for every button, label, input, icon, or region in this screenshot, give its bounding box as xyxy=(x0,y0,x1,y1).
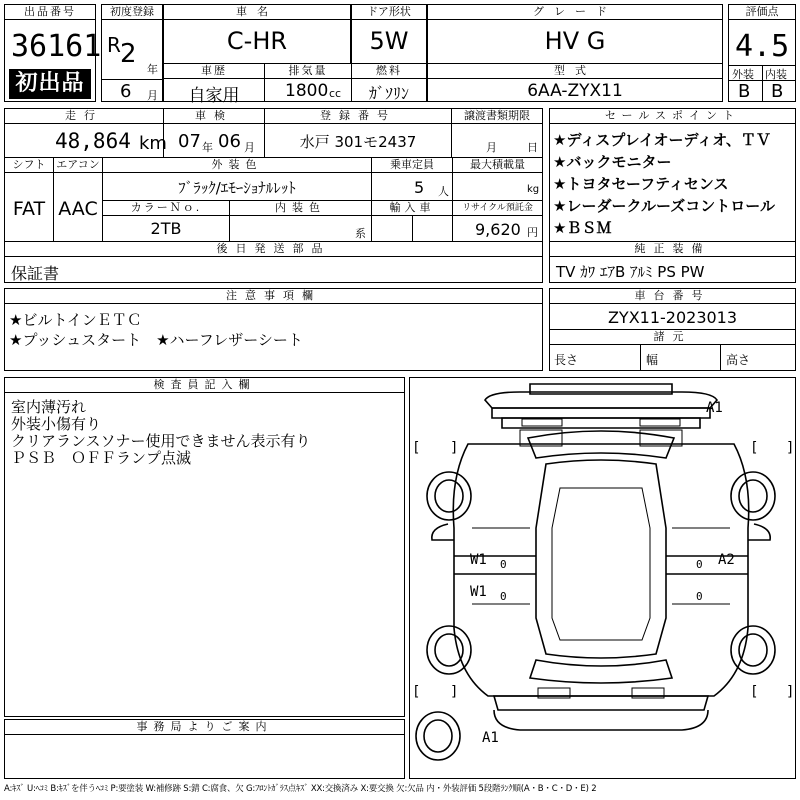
int-grade-value: B xyxy=(771,81,784,102)
reg-number-label: 登録番号 xyxy=(265,109,451,124)
notes-box xyxy=(4,288,543,371)
displacement-label: 排気量 xyxy=(265,64,351,79)
capacity-value: 5 xyxy=(414,178,425,197)
inspection-month-unit: 月 xyxy=(244,141,255,154)
first-reg-year: 2 xyxy=(120,39,137,69)
import-label: 輸入車 xyxy=(372,201,452,216)
office-box xyxy=(4,719,405,779)
damage-mark-left-rear: W1 xyxy=(470,584,487,600)
rating-value: 4.5 xyxy=(735,29,790,64)
displacement-unit: cc xyxy=(329,87,342,100)
notes-line: ★プッシュスタート ★ハーフレザーシート xyxy=(9,331,303,349)
ext-color-value: ﾌﾞﾗｯｸ/ｴﾓｰｼｮﾅﾙﾚｯﾄ xyxy=(178,179,296,197)
first-listing-badge: 初出品 xyxy=(9,69,91,99)
first-reg-month-unit: 月 xyxy=(147,89,158,102)
transfer-month-unit: 月 xyxy=(486,141,497,154)
dimensions-label: 諸元 xyxy=(550,329,795,345)
inspection-label: 車検 xyxy=(164,109,264,124)
grade-box xyxy=(427,4,723,64)
inspector-line: ＰＳＢ ＯＦＦランプ点滅 xyxy=(11,449,192,467)
door-box xyxy=(351,4,427,64)
later-parts-value: 保証書 xyxy=(11,264,60,283)
car-outline-diagram xyxy=(410,378,795,778)
reg-number-value: 水戸 301モ2437 xyxy=(299,133,417,151)
svg-text:0: 0 xyxy=(696,558,703,571)
reg-number-box xyxy=(264,108,452,158)
max-load-unit: kg xyxy=(527,184,540,195)
color-no-box xyxy=(102,200,230,242)
later-parts-box xyxy=(4,241,543,283)
inspector-line: 外装小傷有り xyxy=(11,415,102,433)
first-reg-era: R xyxy=(107,33,121,57)
chassis-label: 車台番号 xyxy=(550,289,795,304)
model-label: 型式 xyxy=(428,64,722,79)
shift-value: FAT xyxy=(12,198,46,220)
damage-diagram xyxy=(409,377,796,779)
svg-text:[: [ xyxy=(412,440,421,456)
genuine-box xyxy=(549,241,796,283)
inspection-month: 06 xyxy=(218,131,241,152)
int-color-suffix: 系 xyxy=(355,227,366,240)
damage-mark-top-right: A1 xyxy=(706,400,723,416)
int-grade-label: 内装 xyxy=(765,68,787,81)
history-label: 車歴 xyxy=(164,64,264,79)
grade-value: HV G xyxy=(544,27,606,55)
inspector-box xyxy=(4,377,405,717)
svg-text:]: ] xyxy=(786,440,795,456)
svg-text:]: ] xyxy=(450,440,459,456)
length-label: 長さ xyxy=(554,353,579,367)
max-load-label: 最大積載量 xyxy=(453,158,542,173)
height-label: 高さ xyxy=(726,353,751,367)
svg-text:[: [ xyxy=(750,684,759,700)
ext-color-box xyxy=(102,157,372,201)
first-reg-label: 初度登録 xyxy=(102,5,162,20)
aircon-box xyxy=(53,157,103,242)
svg-text:0: 0 xyxy=(500,558,507,571)
model-value: 6AA-ZYX11 xyxy=(527,81,623,101)
fuel-label: 燃料 xyxy=(352,64,426,79)
mileage-value: 48,864 xyxy=(55,129,131,153)
notes-label: 注意事項欄 xyxy=(5,289,542,304)
sales-points-box xyxy=(549,108,796,242)
genuine-value: TV ｶﾜ ｴｱB ｱﾙﾐ PS PW xyxy=(556,263,705,281)
ext-color-label: 外装色 xyxy=(103,158,371,173)
color-no-value: 2TB xyxy=(150,219,182,238)
displacement-value: 1800 xyxy=(285,81,329,101)
svg-text:]: ] xyxy=(450,684,459,700)
first-reg-year-unit: 年 xyxy=(147,63,158,76)
recycle-box xyxy=(452,200,543,242)
ext-grade-value: B xyxy=(738,81,751,102)
car-name-box xyxy=(163,4,351,64)
int-color-box xyxy=(229,200,372,242)
shift-box xyxy=(4,157,54,242)
first-registration-box xyxy=(101,4,163,102)
model-box xyxy=(427,63,723,102)
capacity-box xyxy=(371,157,453,201)
door-label: ドア形状 xyxy=(352,5,426,20)
shift-label: シフト xyxy=(5,158,53,173)
sales-point-item: ★レーダークルーズコントロール xyxy=(553,197,775,215)
int-color-label: 内装色 xyxy=(230,201,371,216)
mileage-unit: km xyxy=(139,133,167,154)
svg-text:0: 0 xyxy=(696,590,703,603)
sales-points-label: セールスポイント xyxy=(550,109,795,124)
svg-text:[: [ xyxy=(750,440,759,456)
max-load-box xyxy=(452,157,543,201)
sales-point-item: ★バックモニター xyxy=(553,153,672,171)
history-value: 自家用 xyxy=(188,86,240,106)
history-box xyxy=(163,63,265,106)
lot-number: 36161 xyxy=(11,29,102,64)
svg-text:]: ] xyxy=(786,684,795,700)
damage-mark-right-front: A2 xyxy=(718,552,735,568)
inspection-year: 07 xyxy=(178,131,201,152)
inspection-year-unit: 年 xyxy=(202,141,213,154)
fuel-value: ｶﾞｿﾘﾝ xyxy=(368,84,409,103)
mileage-label: 走行 xyxy=(5,109,163,124)
aircon-label: エアコン xyxy=(54,158,102,173)
first-reg-month: 6 xyxy=(120,81,132,102)
transfer-box xyxy=(451,108,543,158)
later-parts-label: 後日発送部品 xyxy=(5,242,542,257)
recycle-value: 9,620 xyxy=(475,220,521,239)
recycle-unit: 円 xyxy=(527,226,538,239)
lot-label: 出品番号 xyxy=(5,5,95,20)
inspector-line: クリアランスソナー使用できません表示有り xyxy=(11,432,311,450)
office-label: 事務局よりご案内 xyxy=(5,720,404,735)
chassis-value: ZYX11-2023013 xyxy=(607,308,738,327)
damage-mark-left-front: W1 xyxy=(470,552,487,568)
color-no-label: カラーＮｏ. xyxy=(103,201,229,216)
import-box xyxy=(371,200,453,242)
svg-text:0: 0 xyxy=(500,590,507,603)
car-name-label: 車名 xyxy=(164,5,350,20)
damage-legend: A:ｷｽﾞ U:ﾍｺﾐ B:ｷｽﾞを伴うﾍｺﾐ P:要塗装 W:補修跡 S:錆 C:腐食、欠 G:ﾌﾛﾝﾄｶﾞﾗｽ点ｷｽﾞ XX:交換済み X:要交換 欠:欠品 内・外装評価 5段階ﾗﾝｸ順(A・B・C・D・E) 2 xyxy=(4,784,597,794)
door-value: 5W xyxy=(369,27,409,55)
svg-text:[: [ xyxy=(412,684,421,700)
chassis-box xyxy=(549,288,796,371)
grade-label: グレード xyxy=(428,5,722,20)
rating-box xyxy=(728,4,796,102)
sales-point-item: ★ディスプレイオーディオ、ＴＶ xyxy=(553,131,771,149)
recycle-label: リサイクル預託金 xyxy=(453,201,542,216)
transfer-day-unit: 日 xyxy=(527,141,538,154)
aircon-value: AAC xyxy=(58,198,98,220)
inspector-line: 室内薄汚れ xyxy=(11,398,87,416)
damage-mark-bottom: A1 xyxy=(482,730,499,746)
ext-grade-label: 外装 xyxy=(732,68,754,81)
fuel-box xyxy=(351,63,427,102)
rating-label: 評価点 xyxy=(729,5,795,20)
transfer-label: 譲渡書類期限 xyxy=(452,109,542,124)
width-label: 幅 xyxy=(646,353,659,367)
sales-point-item: ★ＢＳＭ xyxy=(553,219,612,237)
genuine-label: 純正装備 xyxy=(550,242,795,257)
mileage-box xyxy=(4,108,167,158)
lot-number-box xyxy=(4,4,102,102)
sales-point-item: ★トヨタセーフティセンス xyxy=(553,175,729,193)
capacity-unit: 人 xyxy=(438,185,449,198)
inspector-label: 検査員記入欄 xyxy=(5,378,404,393)
car-name: C-HR xyxy=(226,27,288,55)
notes-line: ★ビルトインＥＴＣ xyxy=(9,311,142,329)
capacity-label: 乗車定員 xyxy=(372,158,452,173)
inspection-box xyxy=(163,108,265,158)
displacement-box xyxy=(264,63,352,102)
